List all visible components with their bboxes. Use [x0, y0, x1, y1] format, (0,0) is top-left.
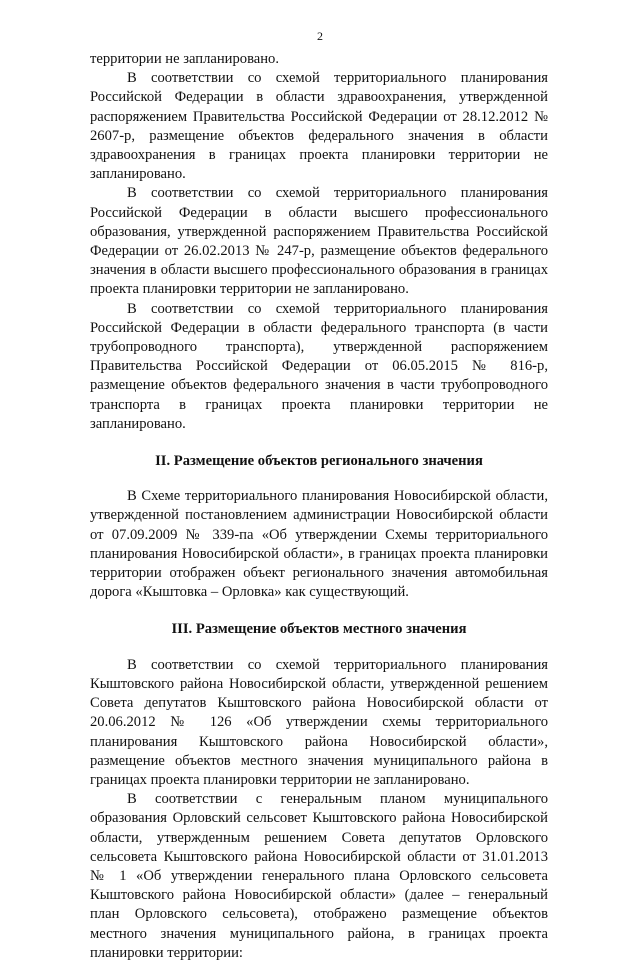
page-number: 2 — [317, 29, 323, 43]
paragraph-continuation: территории не запланировано. — [90, 51, 280, 67]
document-body — [90, 50, 548, 963]
paragraph-federal-transport: В соответствии со схемой территориального планирования Российской Федерации в области федерального транспорта (в части трубопроводного транспорта), утвержденной распоряжением Правительства Российской Федерации от 06.05.2015 № 816-р, размещение объектов федерального значения в части трубопроводного транспорта в границах проекта планировки территории не запланировано. — [90, 300, 548, 432]
paragraph-healthcare: В соответствии со схемой территориального планирования Российской Федерации в области здравоохранения, утвержденной распоряжением Правительства Российской Федерации от 28.12.2012 № 2607-р, размещение объектов федерального значения в области здравоохранения в границах проекта планировки территории не запланировано. — [90, 70, 548, 183]
paragraph-general-plan: В соответствии с генеральным планом муниципального образования Орловский сельсовет Кыштовского района Новосибирской области, утвержденным решением Совета депутатов Орловского сельсовета Кыштовского района Новосибирской области от 31.01.2013 № 1 «Об утверждении генерального плана Орловского сельсовета Кыштовского района Новосибирской области» (далее – генеральный план Орловского сельсовета), отображено размещение объектов местного значения муниципального района, в границах проекта планировки территории: — [90, 791, 548, 961]
paragraph-higher-education: В соответствии со схемой территориального планирования Российской Федерации в области высшего профессионального образования, утвержденной распоряжением Правительства Российской Федерации от 26.02.2013 № 247-р, размещение объектов федерального значения в области высшего профессионального образования в границах проекта планировки территории не запланировано. — [90, 185, 548, 298]
section-3-heading: III. Размещение объектов местного значения — [171, 621, 467, 638]
paragraph-regional-objects: В Схеме территориального планирования Новосибирской области, утвержденной постановлением администрации Новосибирской области от 07.09.2009 № 339-па «Об утверждении Схемы территориального планирования Новосибирской области», в границах проекта планировки территории отображен объект регионального значения автомобильная дорога «Кыштовка – Орловка» как существующий. — [90, 488, 548, 601]
section-2-heading: II. Размещение объектов регионального значения — [155, 453, 483, 470]
paragraph-district-plan: В соответствии со схемой территориального планирования Кыштовского района Новосибирской области, утвержденной решением Совета депутатов Кыштовского района Новосибирской области от 20.06.2012 № 126 «Об утверждении схемы территориального планирования Кыштовского района Новосибирской области», размещение объектов местного значения муниципального района в границах проекта планировки территории не запланировано. — [90, 656, 548, 788]
